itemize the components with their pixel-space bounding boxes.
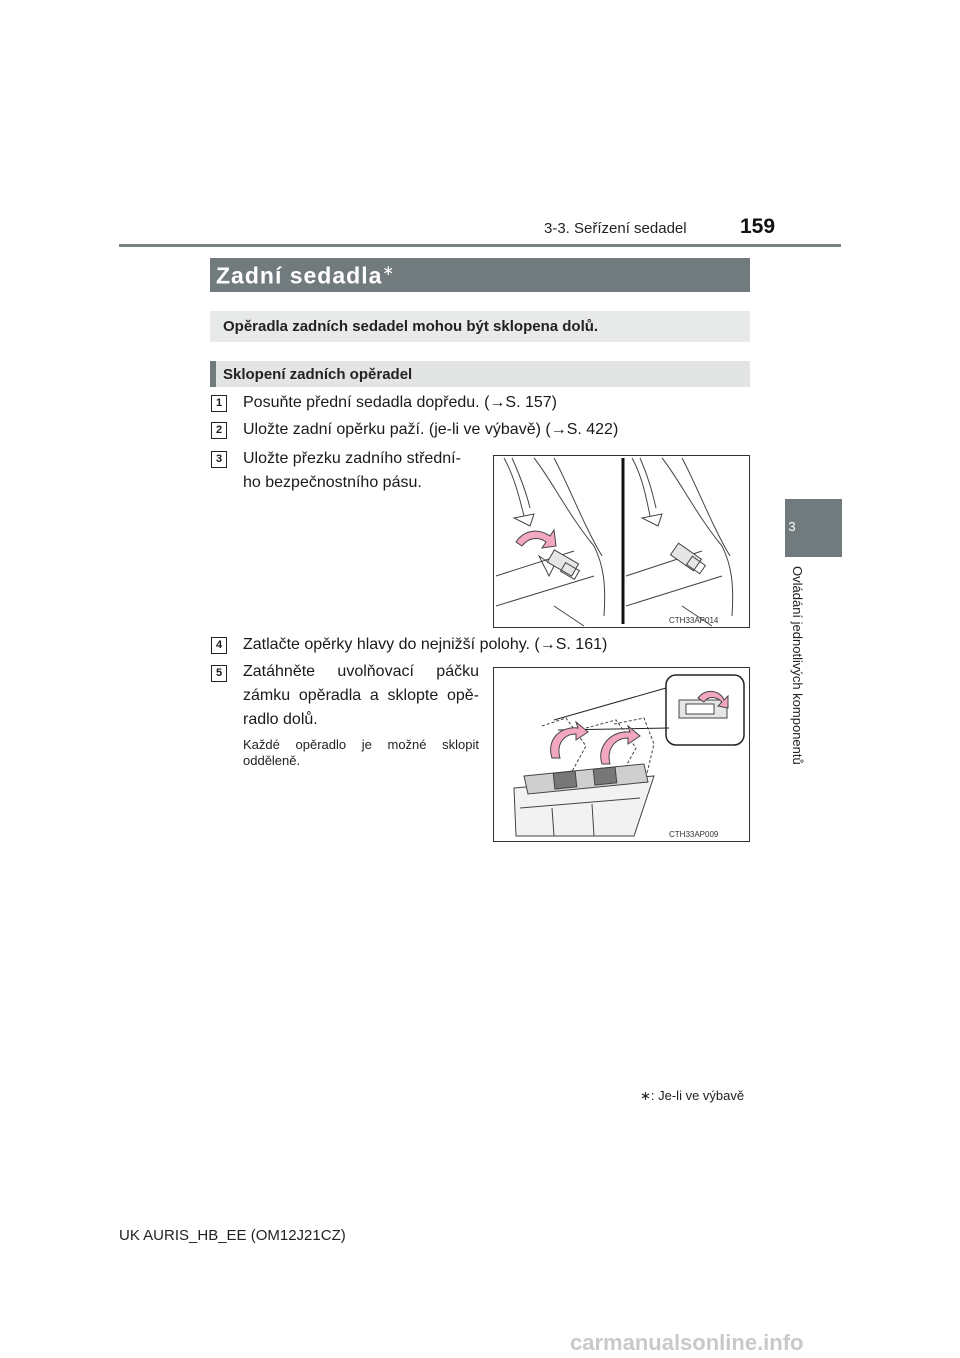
chapter-label: Ovládání jednotlivých komponentů [790, 566, 805, 765]
document-id: UK AURIS_HB_EE (OM12J21CZ) [119, 1227, 346, 1244]
buckle-illustration [494, 456, 749, 627]
step-number-3: 3 [211, 451, 227, 468]
figure-code-2: CTH33AP009 [669, 830, 719, 839]
step-4-text: Zatlačte opěrky hlavy do nejnižší polohy. (→S. 161) [243, 636, 608, 653]
header-rule [119, 244, 841, 247]
chapter-number: 3 [788, 519, 796, 534]
subsection-title: Sklopení zadních opěradel [223, 366, 413, 383]
step-number-4: 4 [211, 637, 227, 654]
chapter-label-wrap [787, 566, 807, 836]
page-number: 159 [740, 215, 776, 238]
step-5-line-1: Zatáhněte uvolňovací páčku [243, 663, 479, 680]
step-3-line-1: Uložte přezku zadního střední- [243, 450, 461, 467]
fold-illustration [494, 668, 749, 841]
figure-fold-seatback [493, 667, 750, 842]
watermark[interactable]: carmanualsonline.info [570, 1330, 804, 1355]
figure-rear-buckle [493, 455, 750, 628]
step-5-line-2: zámku opěradla a sklopte opě- [243, 687, 479, 704]
step-number-2: 2 [211, 422, 227, 439]
step-3-line-2: ho bezpečnostního pásu. [243, 474, 422, 491]
step-5-note: Každé opěradlo je možné sklopit odděleně. [243, 737, 479, 768]
step-1-text: Posuňte přední sedadla dopředu. (→S. 157) [243, 394, 557, 411]
push-arrow-icon [516, 530, 556, 548]
footnote: ∗: Je-li ve výbavě [640, 1088, 745, 1103]
step-3-text [243, 447, 479, 495]
step-5-line-3: radlo dolů. [243, 711, 318, 728]
page-heading-text: Zadní sedadla [216, 262, 383, 289]
page-heading [216, 262, 395, 290]
figure-code-1: CTH33AP014 [669, 616, 719, 625]
step-number-1: 1 [211, 395, 227, 412]
intro-text: Opěradla zadních sedadel mohou být sklopena dolů. [223, 318, 599, 335]
option-star-icon: ∗ [382, 262, 396, 278]
section-title: 3-3. Seřízení sedadel [544, 220, 687, 237]
step-5-text [243, 660, 479, 732]
step-number-5: 5 [211, 665, 227, 682]
step-2-text: Uložte zadní opěrku paží. (je-li ve výbavě) (→S. 422) [243, 421, 619, 438]
